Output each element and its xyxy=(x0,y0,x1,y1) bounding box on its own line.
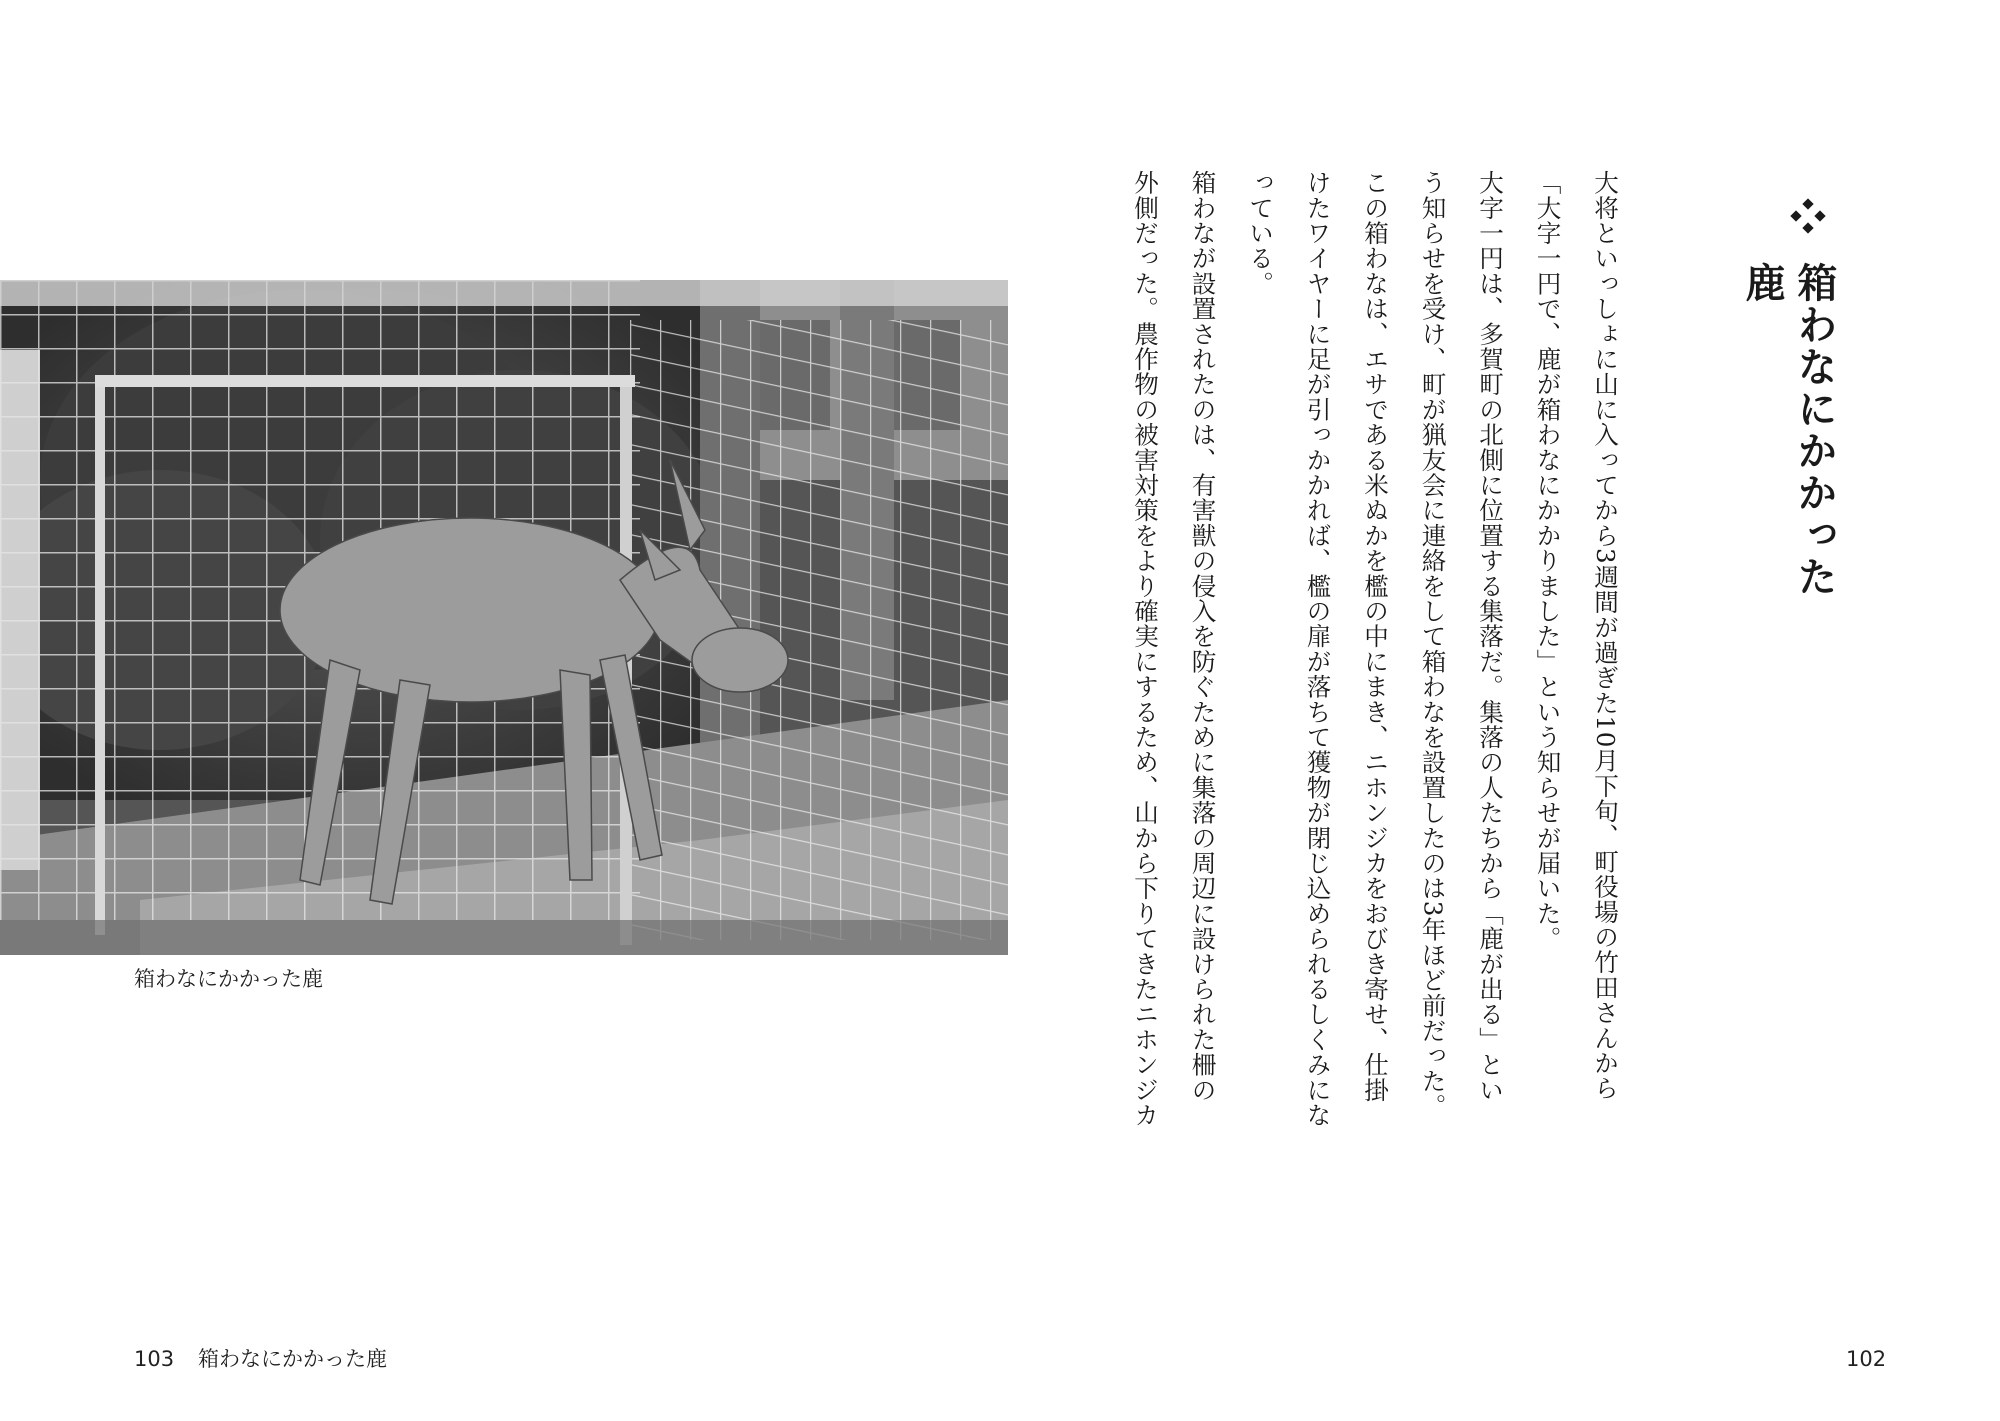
body-line: 外側だった。農作物の被害対策をより確実にするため、山から下りてきたニホンジカ xyxy=(1131,170,1160,1128)
body-text xyxy=(1125,170,1625,1250)
deer-in-trap-photo xyxy=(0,280,1008,955)
body-line: 箱わなが設置されたのは、有害獣の侵入を防ぐために集落の周辺に設けられた柵の xyxy=(1188,170,1218,1103)
page-number-left: 103 xyxy=(134,1347,175,1371)
body-line: っている。 xyxy=(1246,170,1275,296)
figure-caption: 箱わなにかかった鹿 xyxy=(134,967,323,991)
body-line: 「大字一円で、鹿が箱わなにかかりました」という知らせが届いた。 xyxy=(1533,170,1563,952)
page-number-right: 102 xyxy=(1846,1347,1887,1371)
body-line: この箱わなは、エサである米ぬかを檻の中にまき、ニホンジカをおびき寄せ、仕掛 xyxy=(1361,170,1390,1103)
body-line: う知らせを受け、町が猟友会に連絡をして箱わなを設置したのは3年ほど前だった。 xyxy=(1418,170,1448,1119)
section-heading: 箱わなにかかった鹿 xyxy=(1739,262,1837,598)
diamond-ornament-icon xyxy=(1790,198,1826,234)
body-line: 大将といっしょに山に入ってから3週間が過ぎた10月下旬、町役場の竹田さんから xyxy=(1591,170,1620,1101)
body-line: けたワイヤーに足が引っかかれば、檻の扉が落ちて獲物が閉じ込められるしくみにな xyxy=(1303,170,1333,1128)
running-head: 箱わなにかかった鹿 xyxy=(198,1347,387,1371)
body-line: 大字一円は、多賀町の北側に位置する集落だ。集落の人たちから「鹿が出る」とい xyxy=(1476,170,1505,1103)
